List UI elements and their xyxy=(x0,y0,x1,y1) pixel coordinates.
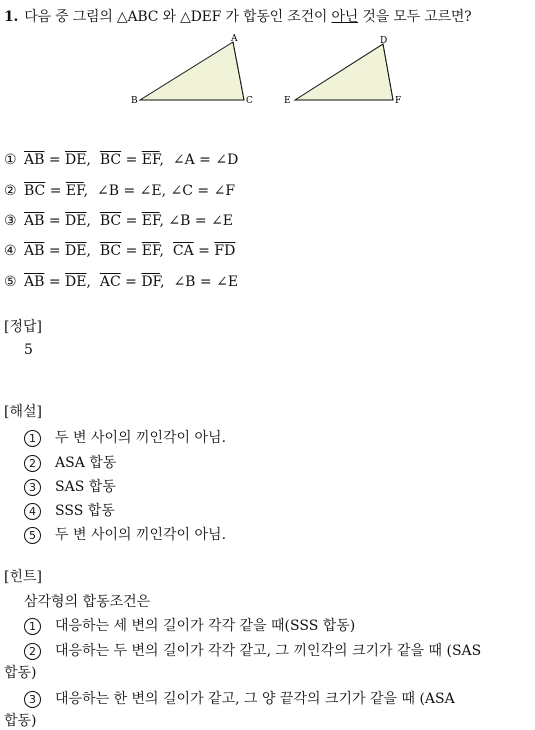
circled-number: 4 xyxy=(24,503,41,520)
segment-name: $\overline{AB}$ xyxy=(24,274,45,290)
label-b: B xyxy=(131,96,138,106)
explanation-text: SSS 합동 xyxy=(55,503,115,519)
answer-heading: [정답] xyxy=(4,319,42,335)
label-d: D xyxy=(380,36,388,46)
hint-text: 대응하는 한 변의 길이가 같고, 그 양 끝각의 크기가 같을 때 (ASA xyxy=(55,691,455,707)
hint-heading: [힌트] xyxy=(4,569,42,585)
option-text: = xyxy=(44,243,66,259)
explanation-heading: [해설] xyxy=(4,404,42,420)
option-text: , xyxy=(86,152,100,168)
option-text: = xyxy=(193,243,215,259)
label-f: F xyxy=(395,96,402,106)
label-a: A xyxy=(231,34,238,44)
explanation-item xyxy=(24,500,115,520)
option-text: = xyxy=(121,152,142,168)
circled-number: 5 xyxy=(24,527,41,544)
option-text: = xyxy=(120,274,142,290)
segment-name: $\overline{FD}$ xyxy=(214,243,236,259)
option-text: , ∠B = ∠E xyxy=(159,213,234,229)
option-text: = xyxy=(121,243,142,259)
segment-name: $\overline{AC}$ xyxy=(99,274,121,290)
segment-name: $\overline{DE}$ xyxy=(65,274,87,290)
circled-number: 2 xyxy=(24,643,41,660)
hint-item xyxy=(24,615,355,635)
question-text xyxy=(4,6,471,26)
segment-name: $\overline{EF}$ xyxy=(141,152,160,168)
triangle-abc xyxy=(140,42,244,100)
segment-name: $\overline{BC}$ xyxy=(99,213,122,229)
explanation-item xyxy=(24,452,116,472)
option-text: , xyxy=(86,243,100,259)
hint-intro: 삼각형의 합동조건은 xyxy=(24,594,151,610)
option-text: = xyxy=(44,274,66,290)
segment-name: $\overline{BC}$ xyxy=(99,152,122,168)
question-text-before: 다음 중 그림의 △ABC 와 △DEF 가 합동인 조건이 xyxy=(24,9,332,25)
hint-item xyxy=(24,688,455,708)
segment-name: $\overline{BC}$ xyxy=(24,183,46,199)
question-number: 1. xyxy=(4,9,19,25)
option-text: , ∠B = ∠E xyxy=(160,274,239,290)
explanation-text: ASA 합동 xyxy=(55,455,117,471)
segment-name: $\overline{EF}$ xyxy=(141,243,160,259)
explanation-text: SAS 합동 xyxy=(55,479,116,495)
label-e: E xyxy=(284,96,291,106)
segment-name: $\overline{AB}$ xyxy=(24,152,45,168)
segment-name: $\overline{AB}$ xyxy=(24,213,45,229)
option-text: , xyxy=(86,274,100,290)
option-text: = xyxy=(44,152,66,168)
option-text: = xyxy=(121,213,142,229)
explanation-item xyxy=(24,476,116,496)
triangle-def xyxy=(295,44,393,100)
circled-number: 3 xyxy=(24,691,41,708)
hint-text: 대응하는 세 변의 길이가 각각 같을 때(SSS 합동) xyxy=(55,618,356,634)
option-text: , xyxy=(159,243,173,259)
circled-number: 3 xyxy=(24,479,41,496)
hint-text-continued: 합동) xyxy=(4,713,37,729)
option-1 xyxy=(4,152,238,168)
segment-name: $\overline{EF}$ xyxy=(65,183,84,199)
segment-name: $\overline{DE}$ xyxy=(65,152,87,168)
option-text: , ∠B = ∠E, ∠C = ∠F xyxy=(83,183,236,199)
answer-value: 5 xyxy=(24,342,33,358)
segment-name: $\overline{DE}$ xyxy=(65,243,87,259)
explanation-text: 두 변 사이의 끼인각이 아님. xyxy=(55,527,227,543)
segment-name: $\overline{AB}$ xyxy=(24,243,45,259)
explanation-item xyxy=(24,524,226,544)
circled-number: 1 xyxy=(24,618,41,635)
option-5 xyxy=(4,274,238,290)
option-text: = xyxy=(45,183,66,199)
label-c: C xyxy=(246,96,253,106)
explanation-item xyxy=(24,427,226,447)
option-marker: ② xyxy=(4,183,17,199)
option-marker: ③ xyxy=(4,213,17,229)
explanation-text: 두 변 사이의 끼인각이 아님. xyxy=(55,430,227,446)
hint-text: 대응하는 두 변의 길이가 각각 같고, 그 끼인각의 크기가 같을 때 (SAS xyxy=(55,643,482,659)
circled-number: 1 xyxy=(24,430,41,447)
segment-name: $\overline{DF}$ xyxy=(141,274,161,290)
question-text-after: 것을 모두 고르면? xyxy=(358,9,472,25)
option-text: , ∠A = ∠D xyxy=(159,152,239,168)
segment-name: $\overline{EF}$ xyxy=(141,213,160,229)
option-text: , xyxy=(86,213,100,229)
triangle-figure xyxy=(120,30,420,115)
option-marker: ① xyxy=(4,152,17,168)
segment-name: $\overline{CA}$ xyxy=(172,243,194,259)
segment-name: $\overline{BC}$ xyxy=(99,243,122,259)
option-4 xyxy=(4,243,235,259)
hint-item xyxy=(24,640,481,660)
question-underlined-word: 아닌 xyxy=(331,9,359,25)
option-marker: ④ xyxy=(4,243,17,259)
circled-number: 2 xyxy=(24,455,41,472)
option-2 xyxy=(4,183,235,199)
segment-name: $\overline{DE}$ xyxy=(65,213,87,229)
option-marker: ⑤ xyxy=(4,274,17,290)
hint-text-continued: 합동) xyxy=(4,665,37,681)
option-text: = xyxy=(44,213,66,229)
option-3 xyxy=(4,213,233,229)
